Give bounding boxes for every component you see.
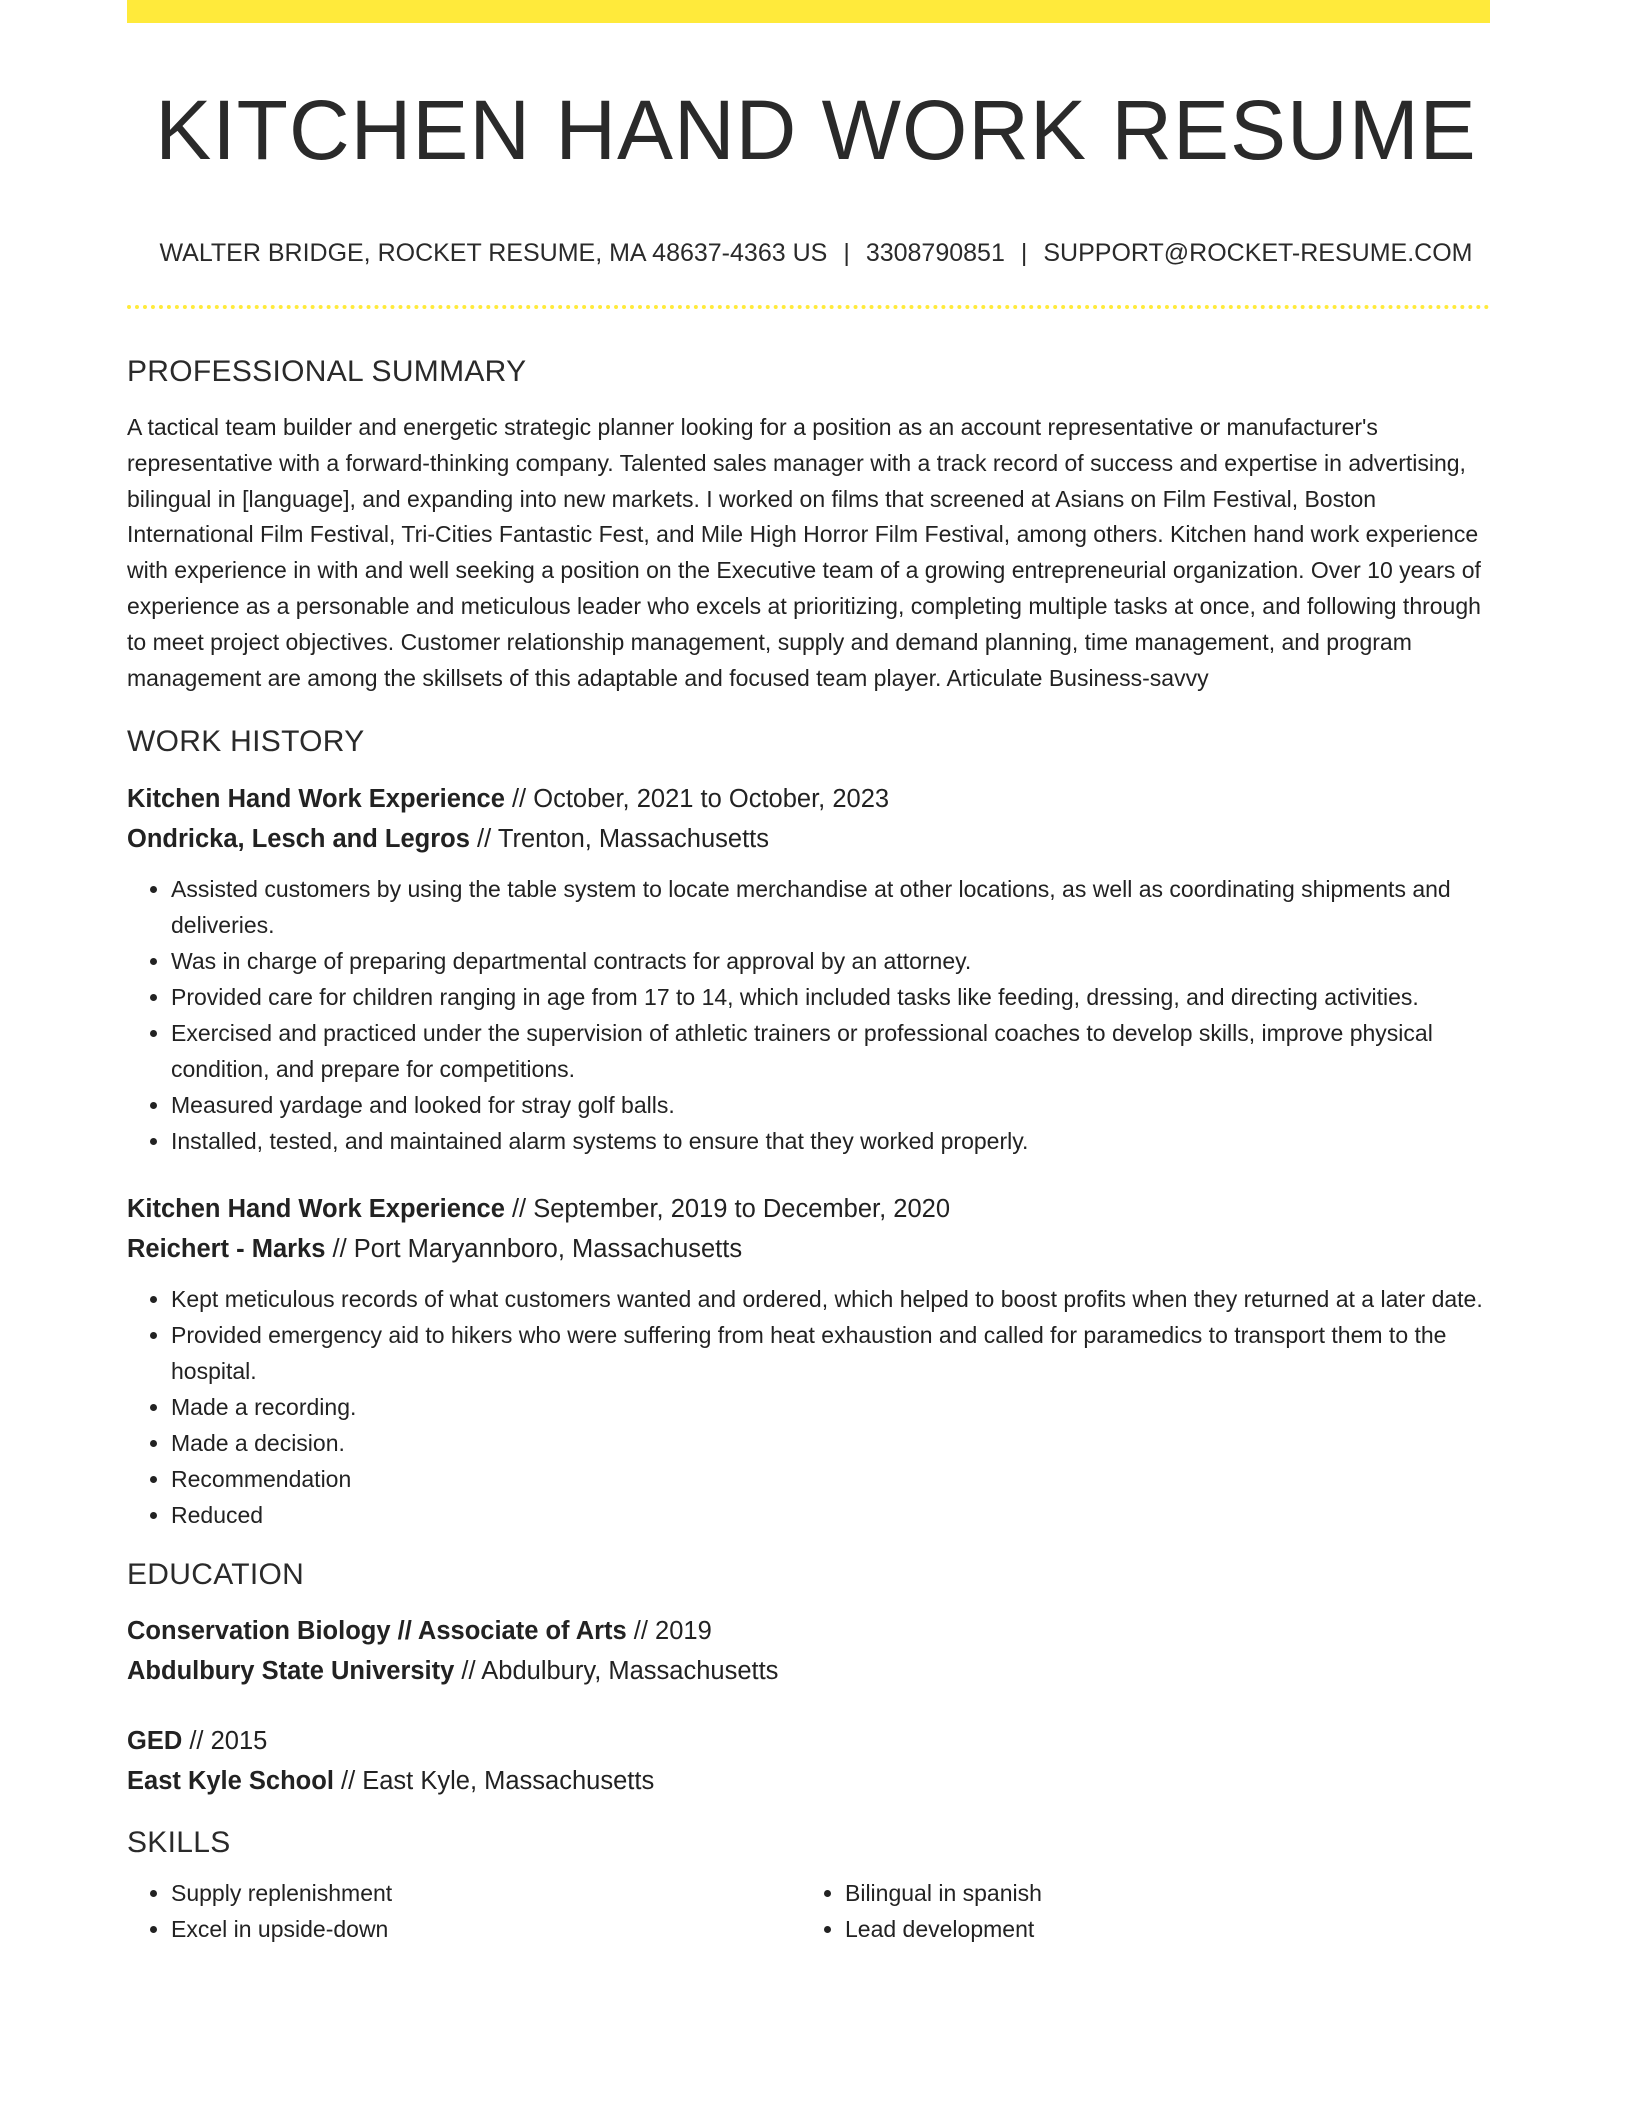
skills-list [127, 1875, 1490, 1947]
list-item: • Measured yardage and looked for stray golf balls. [171, 1087, 1490, 1123]
summary-heading: PROFESSIONAL SUMMARY [127, 355, 527, 388]
top-accent-bar [127, 0, 1490, 23]
job-title-line [127, 779, 1490, 819]
education-degree: GED [127, 1727, 183, 1756]
list-item: • Made a recording. [171, 1389, 1490, 1425]
education-school-line [127, 1651, 1490, 1691]
list-item: • Kept meticulous records of what customers wanted and ordered, which helped to boost profits when they returned at a later date. [171, 1281, 1490, 1317]
job-title: Kitchen Hand Work Experience [127, 785, 505, 814]
education-degree-line [127, 1611, 1490, 1651]
skills-column-left [127, 1875, 801, 1947]
list-item: • Made a decision. [171, 1425, 1490, 1461]
job-dates: // October, 2021 to October, 2023 [504, 785, 890, 814]
education-entry [127, 1721, 1490, 1801]
job-company: Ondricka, Lesch and Legros [127, 825, 470, 854]
skills-column-right [801, 1875, 1475, 1947]
list-item: • Lead development [845, 1911, 1475, 1947]
summary-text: A tactical team builder and energetic strategic planner looking for a position as an account representative or manufacturer's representative with a forward-thinking company. Talented sales manager with a track record of success and expertise in advertising, bilingual in [language], and expanding into new markets. I worked on films that screened at Asians on Film Festival, Boston International Film Festival, Tri-Cities Fantastic Fest, and Mile High Horror Film Festival, among others. Kitchen hand work experience with experience in with and well seeking a position on the Executive team of a growing entrepreneurial organization. Over 10 years of experience as a personable and meticulous leader who excels at prioritizing, completing multiple tasks at once, and following through to meet project objectives. Customer relationship management, supply and demand planning, time management, and program management are among the skillsets of this adaptable and focused team player. Articulate Business-savvy [127, 414, 1481, 691]
contact-line [0, 236, 1632, 270]
skills-heading: SKILLS [127, 1826, 231, 1860]
education-heading: EDUCATION [127, 1558, 305, 1592]
contact-address: WALTER BRIDGE, ROCKET RESUME, MA 48637-4363 US [159, 239, 828, 267]
education-entry [127, 1611, 1490, 1691]
job-entry [127, 1189, 1490, 1533]
job-dates: // September, 2019 to December, 2020 [504, 1195, 951, 1224]
list-item: • Was in charge of preparing departmental contracts for approval by an attorney. [171, 943, 1490, 979]
job-company-line [127, 1229, 1490, 1269]
education-year: // 2019 [626, 1617, 712, 1646]
education-school: Abdulbury State University [127, 1657, 455, 1686]
education-location: // Abdulbury, Massachusetts [454, 1657, 779, 1686]
job-location: // Port Maryannboro, Massachusetts [325, 1235, 743, 1264]
contact-email: SUPPORT@ROCKET-RESUME.COM [1043, 239, 1473, 267]
job-entry [127, 779, 1490, 1159]
contact-separator: | [843, 239, 850, 267]
education-degree-line [127, 1721, 1490, 1761]
list-item: • Assisted customers by using the table system to locate merchandise at other locations, as well as coordinating shipments and deliveries. [171, 871, 1490, 943]
job-company: Reichert - Marks [127, 1235, 326, 1264]
list-item: • Reduced [171, 1497, 1490, 1533]
job-duties-list [127, 1281, 1490, 1533]
job-title-line [127, 1189, 1490, 1229]
list-item: • Excel in upside-down [171, 1911, 801, 1947]
education-degree: Conservation Biology // Associate of Arts [127, 1617, 627, 1646]
education-school-line [127, 1761, 1490, 1801]
contact-phone: 3308790851 [865, 239, 1005, 267]
education-year: // 2015 [182, 1727, 268, 1756]
resume-body [127, 352, 1490, 1947]
job-duties-list [127, 871, 1490, 1159]
education-location: // East Kyle, Massachusetts [333, 1767, 655, 1796]
list-item: • Supply replenishment [171, 1875, 801, 1911]
header-divider [127, 305, 1490, 309]
resume-title: KITCHEN HAND WORK RESUME [155, 83, 1477, 177]
job-company-line [127, 819, 1490, 859]
job-title: Kitchen Hand Work Experience [127, 1195, 505, 1224]
list-item: • Provided emergency aid to hikers who were suffering from heat exhaustion and called for paramedics to transport them to the hospital. [171, 1317, 1490, 1389]
contact-separator: | [1020, 239, 1028, 267]
list-item: • Provided care for children ranging in age from 17 to 14, which included tasks like feeding, dressing, and directing activities. [171, 979, 1490, 1015]
list-item: • Recommendation [171, 1461, 1490, 1497]
job-location: // Trenton, Massachusetts [469, 825, 769, 854]
list-item: • Installed, tested, and maintained alarm systems to ensure that they worked properly. [171, 1123, 1490, 1159]
list-item: • Exercised and practiced under the supervision of athletic trainers or professional coaches to develop skills, improve physical condition, and prepare for competitions. [171, 1015, 1490, 1087]
education-school: East Kyle School [127, 1767, 334, 1796]
work-history-heading: WORK HISTORY [127, 725, 365, 759]
list-item: • Bilingual in spanish [845, 1875, 1475, 1911]
